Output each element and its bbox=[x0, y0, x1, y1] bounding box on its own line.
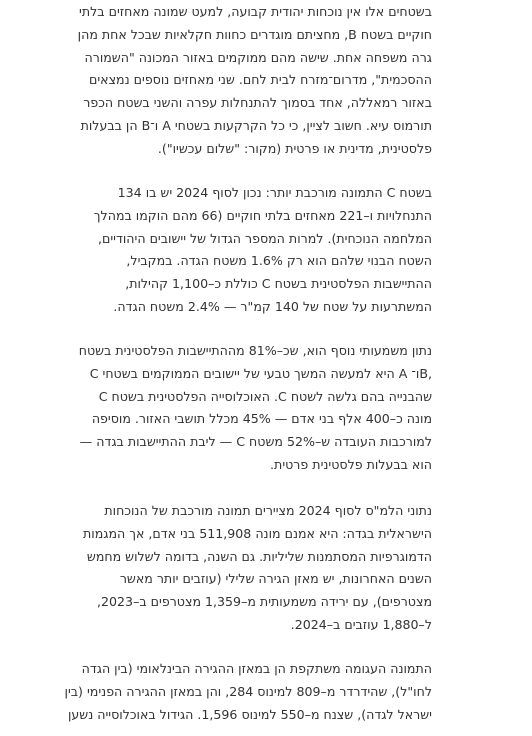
text-line: פלסטינית, מדינית או פרטית (מקור: "שלום עכשיו"). bbox=[157, 140, 432, 156]
text-line: לחו"ל), שהידרדר מ–809 למינוס 284, והן במאזן ההגירה הפנימי (בין bbox=[64, 683, 432, 699]
text-line: השנים האחרונות, יש מאזן הגירה שלילי (עוזבים יותר מאשר bbox=[119, 571, 432, 587]
text-line: ההסכמית", מדרום־מזרח לבית לחם. שני מאחזים נוספים נמצאים bbox=[88, 72, 432, 88]
text-line: ל–1,880 עוזבים ב–2024. bbox=[290, 616, 432, 632]
text-line: נתוני הלמ"ס לסוף 2024 מציירים תמונה מורכבת של הנוכחות bbox=[104, 503, 432, 518]
text-line: שהבנייה בהם גלשה לשטח C. האוכלוסייה הפלסטינית בשטח C bbox=[98, 388, 432, 404]
paragraph-area-c-settlements bbox=[80, 182, 432, 319]
text-line: מונה כ–400 אלף בני אדם — 45% מכלל תושבי האזור. מוסיפה bbox=[91, 411, 432, 427]
text-line: C היא למעשה המשך טבעי של יישובים הממוקמים בשטחי A ו־B, bbox=[89, 365, 432, 381]
text-line: מצטרפים), עם ירידה משמעותית מ–1,359 מצטרפים ב–2023, bbox=[97, 594, 432, 610]
text-line: בשטחים אלו אין נוכחות יהודית קבועה, למעט שמונה מאחזים בלתי bbox=[79, 4, 432, 19]
text-line: השטח הבנוי שלהם הוא רק 1.6% משטח הגדה. במקביל, bbox=[126, 253, 432, 269]
text-line: ישראל לגדה), שצנח מ–550 למינוס 1,596. הגידול באוכלוסייה נשען bbox=[67, 706, 432, 722]
text-line: בשטח C התמונה מורכבת יותר: נכון לסוף 2024 יש בו 134 bbox=[117, 185, 432, 200]
paragraph-cbs-data bbox=[80, 500, 432, 637]
paragraph-migration-balance bbox=[64, 658, 432, 726]
text-line: תורמוס עיא. חשוב לציין, כי כל הקרקעות בשטחי A ו־B הן בבעלות bbox=[80, 117, 432, 133]
text-line: גרה משפחה אחת. שישה מהם ממוקמים באזור המכונה "השמורה bbox=[84, 49, 432, 65]
text-line: המלחמה הנוכחית). למרות המספר הגדול של יישובים היהודיים, bbox=[98, 230, 432, 246]
paragraph-palestinian-settlement bbox=[80, 340, 432, 477]
text-line: המשתרעות על שטח של 140 קמ"ר — 2.4% משטח הגדה. bbox=[113, 298, 432, 314]
text-line: הישראלית בגדה: היא אמנם מונה 511,908 בני אדם, אך המגמות bbox=[83, 525, 432, 541]
text-line: התמונה העגומה משתקפת הן במאזן ההגירה הבינלאומי (בין הגדה bbox=[81, 661, 432, 676]
text-line: ההתיישבות הפלסטינית בשטח C כוללת כ–1,100 קהילות, bbox=[125, 276, 432, 292]
paragraph-area-ab-outposts bbox=[77, 1, 432, 161]
text-line: נתון משמעותי נוסף הוא, שכ–81% מההתיישבות הפלסטינית בשטח bbox=[78, 343, 432, 358]
text-line: הוא בבעלות פלסטינית פרטית. bbox=[270, 456, 432, 472]
text-line: הדמוגרפיות המסתמנות שליליות. גם השנה, בדומה לשלוש מחמש bbox=[86, 548, 432, 564]
text-line: התנחלויות ו–221 מאחזים בלתי חוקיים (66 מהם הוקמו במהלך bbox=[93, 207, 432, 223]
text-line: חוקיים בשטח B, מחציתם מוגדרים כחוות חקלאיות שבכל אחת מהן bbox=[77, 26, 432, 42]
text-line: באזור רמאללה, אחד בסמוך להתנחלות עפרה והשני בשטח הכפר bbox=[83, 95, 432, 111]
text-line: למורכבות העובדה ש–52% משטח C — ליבת ההתיישבות בגדה — bbox=[79, 434, 432, 450]
